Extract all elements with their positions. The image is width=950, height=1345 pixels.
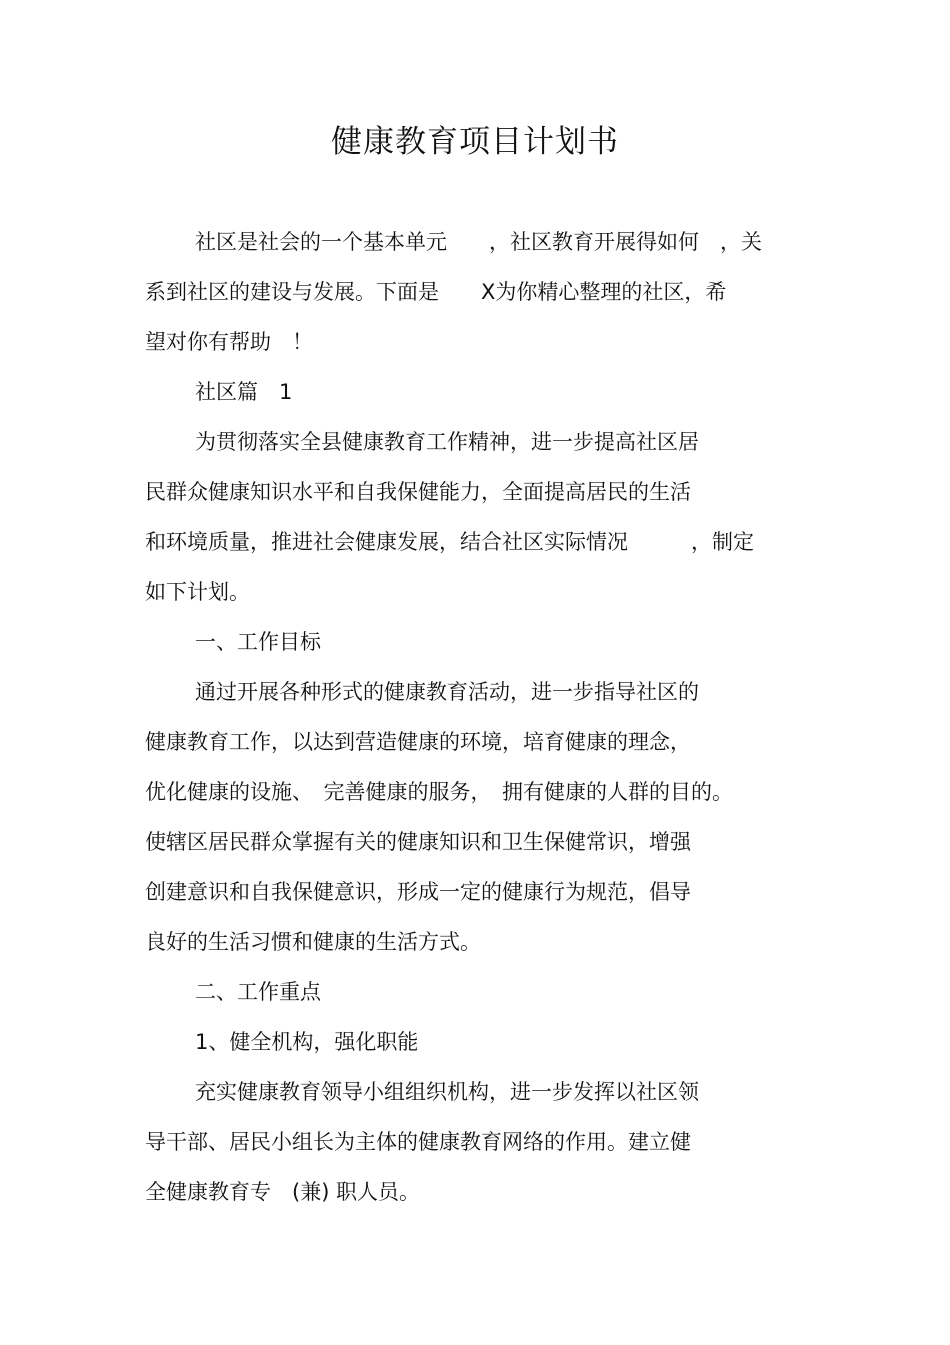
paragraph-line: 良好的生活习惯和健康的生活方式。 xyxy=(145,930,481,954)
paragraph-line: 全健康教育专 (兼) 职人员。 xyxy=(145,1180,421,1204)
paragraph-line: 充实健康教育领导小组组织机构，进一步发挥以社区领 xyxy=(195,1080,699,1104)
paragraph-line: 使辖区居民群众掌握有关的健康知识和卫生保健常识，增强 xyxy=(145,830,691,854)
section-heading: 二、工作重点 xyxy=(195,980,321,1004)
paragraph-line: 优化健康的设施、 完善健康的服务， 拥有健康的人群的目的。 xyxy=(145,780,733,804)
paragraph-line: 导干部、居民小组长为主体的健康教育网络的作用。建立健 xyxy=(145,1130,691,1154)
paragraph-line: 如下计划。 xyxy=(145,580,250,604)
document-title: 健康教育项目计划书 xyxy=(331,124,619,160)
paragraph-line: 通过开展各种形式的健康教育活动，进一步指导社区的 xyxy=(195,680,699,704)
paragraph-line: 创建意识和自我保健意识，形成一定的健康行为规范，倡导 xyxy=(145,880,691,904)
paragraph-line: 健康教育工作，以达到营造健康的环境，培育健康的理念， xyxy=(145,730,691,754)
subsection-heading: 1、健全机构，强化职能 xyxy=(195,1030,419,1054)
paragraph-line: 系到社区的建设与发展。下面是 X为你精心整理的社区，希 xyxy=(145,280,727,304)
paragraph-line: 望对你有帮助 ！ xyxy=(145,330,313,354)
paragraph-line: 社区是社会的一个基本单元 ，社区教育开展得如何 ，关 xyxy=(195,230,762,254)
paragraph-line: 民群众健康知识水平和自我保健能力，全面提高居民的生活 xyxy=(145,480,691,504)
section-heading: 社区篇 1 xyxy=(195,380,293,404)
section-heading: 一、工作目标 xyxy=(195,630,321,654)
paragraph-line: 为贯彻落实全县健康教育工作精神，进一步提高社区居 xyxy=(195,430,699,454)
paragraph-line: 和环境质量，推进社会健康发展，结合社区实际情况 ，制定 xyxy=(145,530,754,554)
